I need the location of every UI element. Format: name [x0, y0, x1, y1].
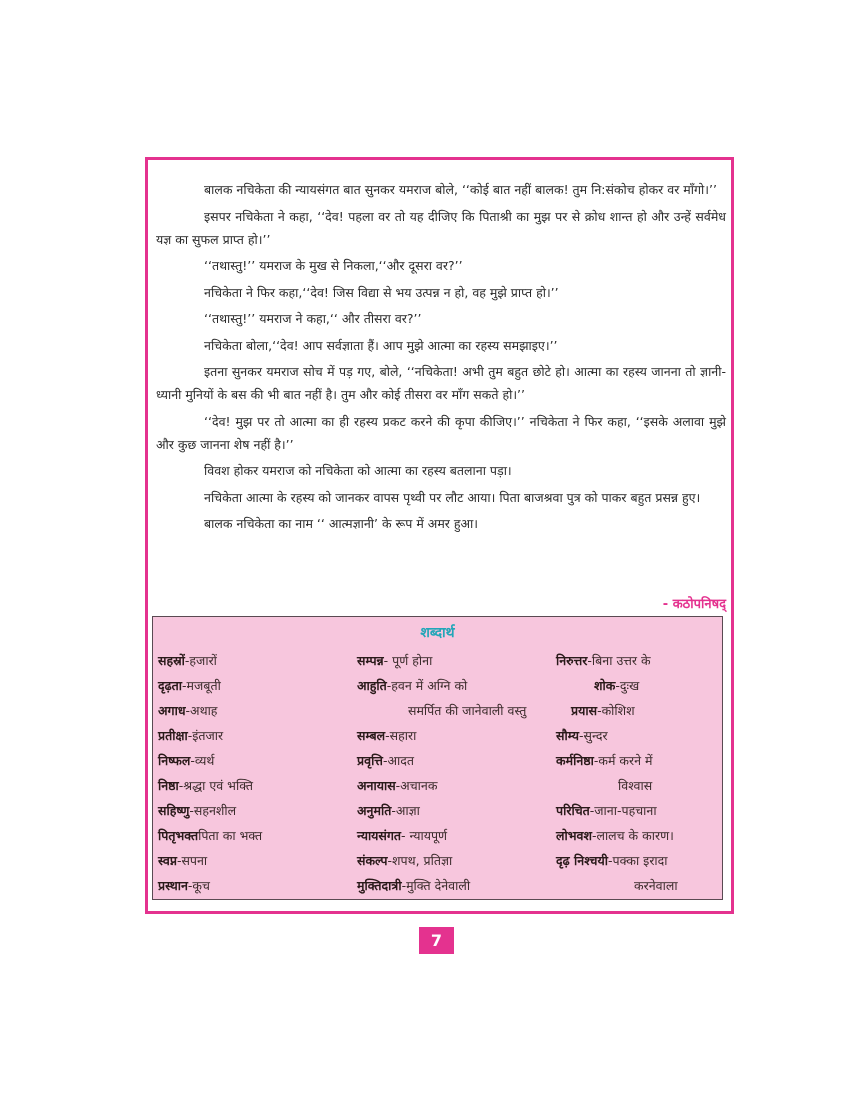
glossary-entry — [158, 723, 356, 748]
glossary-meaning: विश्वास — [618, 778, 653, 793]
story-paragraph: विवश होकर यमराज को नचिकेता को आत्मा का रहस्य बतलाना पड़ा। — [204, 463, 512, 478]
glossary-term: सम्पन्न — [357, 653, 384, 668]
glossary-term: प्रयास — [571, 703, 598, 718]
glossary-entry — [556, 648, 716, 673]
glossary-term: सौम्य — [556, 728, 580, 743]
glossary-entry — [556, 873, 716, 898]
glossary-term: अगाध — [158, 703, 186, 718]
glossary-term: निष्ठा — [158, 778, 179, 793]
glossary-entry — [158, 848, 356, 873]
glossary-entry — [556, 673, 716, 698]
story-paragraph: नचिकेता ने फिर कहा,‘‘देव! जिस विद्या से भय उत्पन्न न हो, वह मुझे प्राप्त हो।’’ — [204, 284, 559, 300]
glossary-meaning: -मुक्ति देनेवाली — [401, 878, 471, 893]
glossary-box — [152, 616, 723, 900]
glossary-entry — [356, 773, 556, 798]
glossary-entry — [556, 773, 716, 798]
glossary-term: प्रस्थान — [158, 878, 188, 893]
glossary-grid — [158, 648, 716, 898]
glossary-entry — [158, 773, 356, 798]
glossary-term: सहिष्णु — [158, 803, 190, 818]
glossary-entry — [356, 873, 556, 898]
glossary-meaning: -दुःख — [615, 678, 640, 693]
story-paragraph: ‘‘तथास्तु!’’ यमराज के मुख से निकला,‘‘और दूसरा वर?’’ — [204, 258, 463, 273]
story-paragraph: इसपर नचिकेता ने कहा, ‘‘देव! पहला वर तो यह दीजिए कि पिताश्री का मुझ पर से क्रोध शान्त हो और उन्हें सर्वमेध यज्ञ का सुफल प्राप्त हो।’’ — [156, 208, 726, 247]
glossary-meaning: -श्रद्धा एवं भक्ति — [178, 778, 254, 793]
glossary-term: परिचित — [556, 803, 590, 818]
glossary-meaning: -व्यर्थ — [190, 753, 215, 768]
glossary-entry — [556, 698, 716, 723]
glossary-entry — [556, 748, 716, 773]
glossary-meaning: -बिना उत्तर के — [587, 653, 651, 668]
glossary-entry — [356, 673, 556, 698]
glossary-term: निष्फल — [158, 753, 191, 768]
glossary-meaning: -सहनशील — [189, 803, 237, 818]
story-paragraph: बालक नचिकेता का नाम ‘‘ आत्मज्ञानी’ के रूप में अमर हुआ। — [204, 516, 479, 531]
glossary-term: स्वप्न — [158, 853, 177, 868]
page-number: 7 — [419, 927, 454, 954]
glossary-term: अनायास — [357, 778, 396, 793]
glossary-meaning: -इंतजार — [187, 728, 224, 743]
glossary-entry — [556, 823, 716, 848]
story-paragraph: ‘‘देव! मुझ पर तो आत्मा का ही रहस्य प्रकट करने की कृपा कीजिए।’’ नचिकेता ने फिर कहा, ‘‘इसके अलावा मुझे और कुछ जानना शेष नहीं है।’’ — [156, 413, 726, 452]
glossary-term: कर्मनिष्ठा — [556, 753, 594, 768]
glossary-title: शब्दार्थ — [420, 625, 455, 641]
glossary-term: अनुमति — [357, 803, 392, 818]
glossary-entry — [356, 798, 556, 823]
glossary-term: दृढ़ निश्चयी — [556, 853, 608, 868]
story-paragraph: इतना सुनकर यमराज सोच में पड़ गए, बोले, ‘‘नचिकेता! अभी तुम बहुत छोटे हो। आत्मा का रहस्य जानना तो ज्ञानी-ध्यानी मुनियों के बस की भी बात नहीं है। तुम और कोई तीसरा वर माँग सकते हो।’’ — [156, 364, 726, 402]
story-paragraph: नचिकेता बोला,‘‘देव! आप सर्वज्ञाता हैं। आप मुझे आत्मा का रहस्य समझाइए।’’ — [204, 337, 558, 353]
story-paragraph: ‘‘तथास्तु!’’ यमराज ने कहा,‘‘ और तीसरा वर?’’ — [204, 311, 422, 326]
glossary-term: दृढ़ता — [158, 678, 183, 693]
glossary-meaning: -हवन में अग्नि को — [386, 678, 468, 693]
glossary-meaning: -सपना — [176, 853, 208, 868]
glossary-term: मुक्तिदात्री — [357, 878, 402, 893]
glossary-meaning: -शपथ, प्रतिज्ञा — [387, 853, 453, 868]
glossary-meaning: -आज्ञा — [391, 803, 420, 818]
story-paragraph: नचिकेता आत्मा के रहस्य को जानकर वापस पृथ्वी पर लौट आया। पिता बाजश्रवा पुत्र को पाकर बहुत प्रसन्न हुए। — [204, 489, 701, 505]
glossary-entry — [356, 698, 556, 723]
glossary-meaning: -कोशिश — [597, 703, 635, 718]
glossary-entry — [158, 698, 356, 723]
glossary-meaning: -कूच — [187, 878, 210, 893]
glossary-term: प्रवृत्ति — [357, 753, 383, 768]
glossary-entry — [158, 648, 356, 673]
story-text — [156, 178, 726, 539]
glossary-meaning: - न्यायपूर्ण — [401, 828, 448, 843]
glossary-entry — [158, 673, 356, 698]
glossary-entry — [158, 748, 356, 773]
story-paragraph: बालक नचिकेता की न्यायसंगत बात सुनकर यमराज बोले, ‘‘कोई बात नहीं बालक! तुम नि:संकोच होकर वर माँगो।’’ — [204, 182, 717, 197]
glossary-meaning: -सुन्दर — [579, 728, 608, 743]
glossary-meaning: -कर्म करने में — [593, 753, 653, 768]
glossary-meaning: -जाना-पहचाना — [589, 803, 657, 818]
glossary-term: निरुत्तर — [556, 653, 588, 668]
glossary-entry — [356, 648, 556, 673]
glossary-term: न्यायसंगत — [357, 828, 402, 843]
glossary-entry — [556, 798, 716, 823]
glossary-meaning: -हजारों — [184, 653, 217, 668]
glossary-meaning: -सहारा — [385, 728, 417, 743]
glossary-term: लोभवश — [556, 828, 592, 843]
glossary-entry — [158, 873, 356, 898]
glossary-term: सहस्रों — [158, 653, 185, 668]
glossary-meaning: -अचानक — [395, 778, 438, 793]
glossary-entry — [356, 748, 556, 773]
glossary-term: पितृभक्त — [158, 828, 199, 843]
glossary-entry — [556, 723, 716, 748]
glossary-entry — [158, 798, 356, 823]
glossary-meaning: पिता का भक्त — [198, 828, 263, 843]
glossary-entry — [356, 848, 556, 873]
glossary-meaning: समर्पित की जानेवाली वस्तु — [408, 703, 527, 718]
glossary-entry — [356, 823, 556, 848]
glossary-term: संकल्प — [357, 853, 388, 868]
glossary-meaning: -लालच के कारण। — [591, 828, 674, 843]
glossary-term: प्रतीक्षा — [158, 728, 188, 743]
glossary-meaning: करनेवाला — [634, 878, 678, 893]
glossary-term: सम्बल — [357, 728, 386, 743]
glossary-meaning: -मजबूती — [182, 678, 221, 693]
glossary-meaning: -आदत — [382, 753, 415, 768]
glossary-entry — [158, 823, 356, 848]
glossary-meaning: - पूर्ण होना — [383, 653, 433, 668]
glossary-entry — [356, 723, 556, 748]
glossary-term: शोक — [594, 678, 616, 693]
glossary-meaning: -अथाह — [185, 703, 218, 718]
glossary-entry — [556, 848, 716, 873]
glossary-meaning: -पक्का इरादा — [607, 853, 668, 868]
source-citation: - कठोपनिषद् — [662, 597, 726, 612]
glossary-term: आहुति — [357, 678, 387, 693]
